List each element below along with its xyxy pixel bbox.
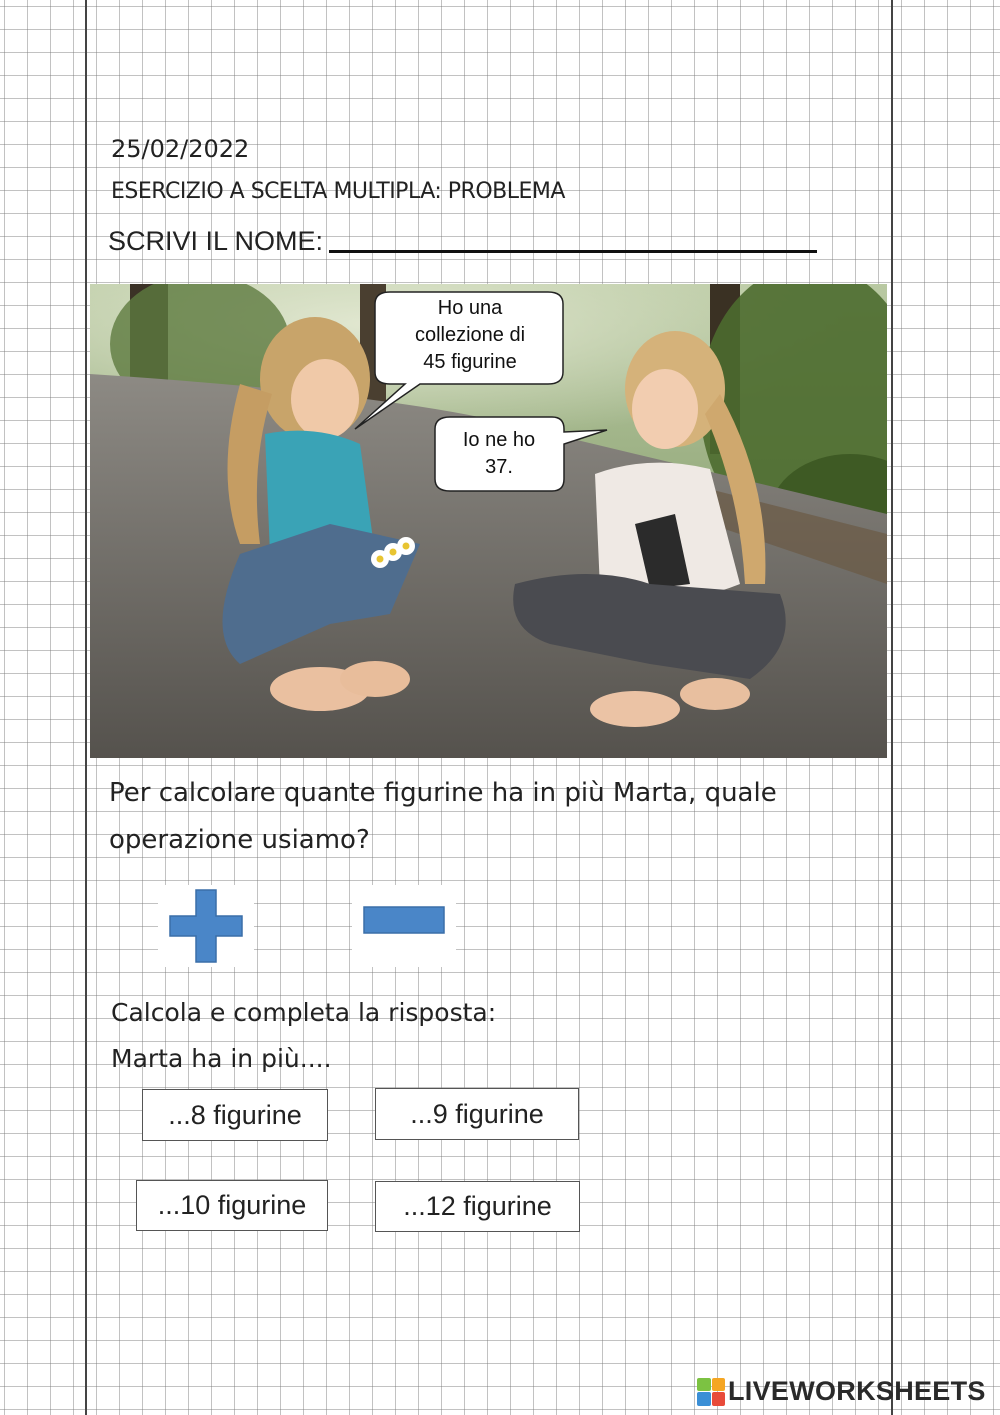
question-line-1: Per calcolare quante figurine ha in più Marta, quale <box>109 778 777 808</box>
liveworksheets-logo-icon <box>697 1378 725 1406</box>
compute-instruction: Calcola e completa la risposta: <box>111 998 497 1027</box>
worksheet-date: 25/02/2022 <box>111 135 250 163</box>
right-margin-line <box>891 0 893 1415</box>
bubble-right-text <box>436 427 562 481</box>
plus-option-button[interactable] <box>158 885 254 967</box>
bubble-right-line: Io ne ho <box>462 429 536 451</box>
name-row <box>108 226 817 257</box>
left-margin-line <box>85 0 87 1415</box>
name-input-line[interactable] <box>329 250 817 253</box>
name-label: SCRIVI IL NOME: <box>108 226 324 256</box>
minus-option-button[interactable] <box>352 885 456 967</box>
compute-prompt: Marta ha in più.... <box>111 1044 332 1073</box>
bubble-left-line: 45 figurine <box>423 351 517 373</box>
bubble-right-line: 37. <box>485 456 513 478</box>
answer-option[interactable]: ...9 figurine <box>375 1088 579 1140</box>
exercise-title: ESERCIZIO A SCELTA MULTIPLA: PROBLEMA <box>111 179 565 204</box>
plus-icon <box>158 885 254 967</box>
question-line-2: operazione usiamo? <box>109 825 370 855</box>
minus-icon <box>352 885 456 967</box>
compute-section <box>111 990 496 1082</box>
bubble-left-line: collezione di <box>414 324 526 346</box>
brand-name: LIVEWORKSHEETS <box>728 1376 986 1406</box>
bubble-left-text <box>377 295 563 376</box>
answer-option[interactable]: ...12 figurine <box>375 1181 580 1232</box>
question-text <box>109 770 869 864</box>
answer-option[interactable]: ...10 figurine <box>136 1180 328 1231</box>
liveworksheets-branding <box>697 1376 986 1407</box>
bubble-left-line: Ho una <box>437 297 503 319</box>
answer-option[interactable]: ...8 figurine <box>142 1089 328 1141</box>
